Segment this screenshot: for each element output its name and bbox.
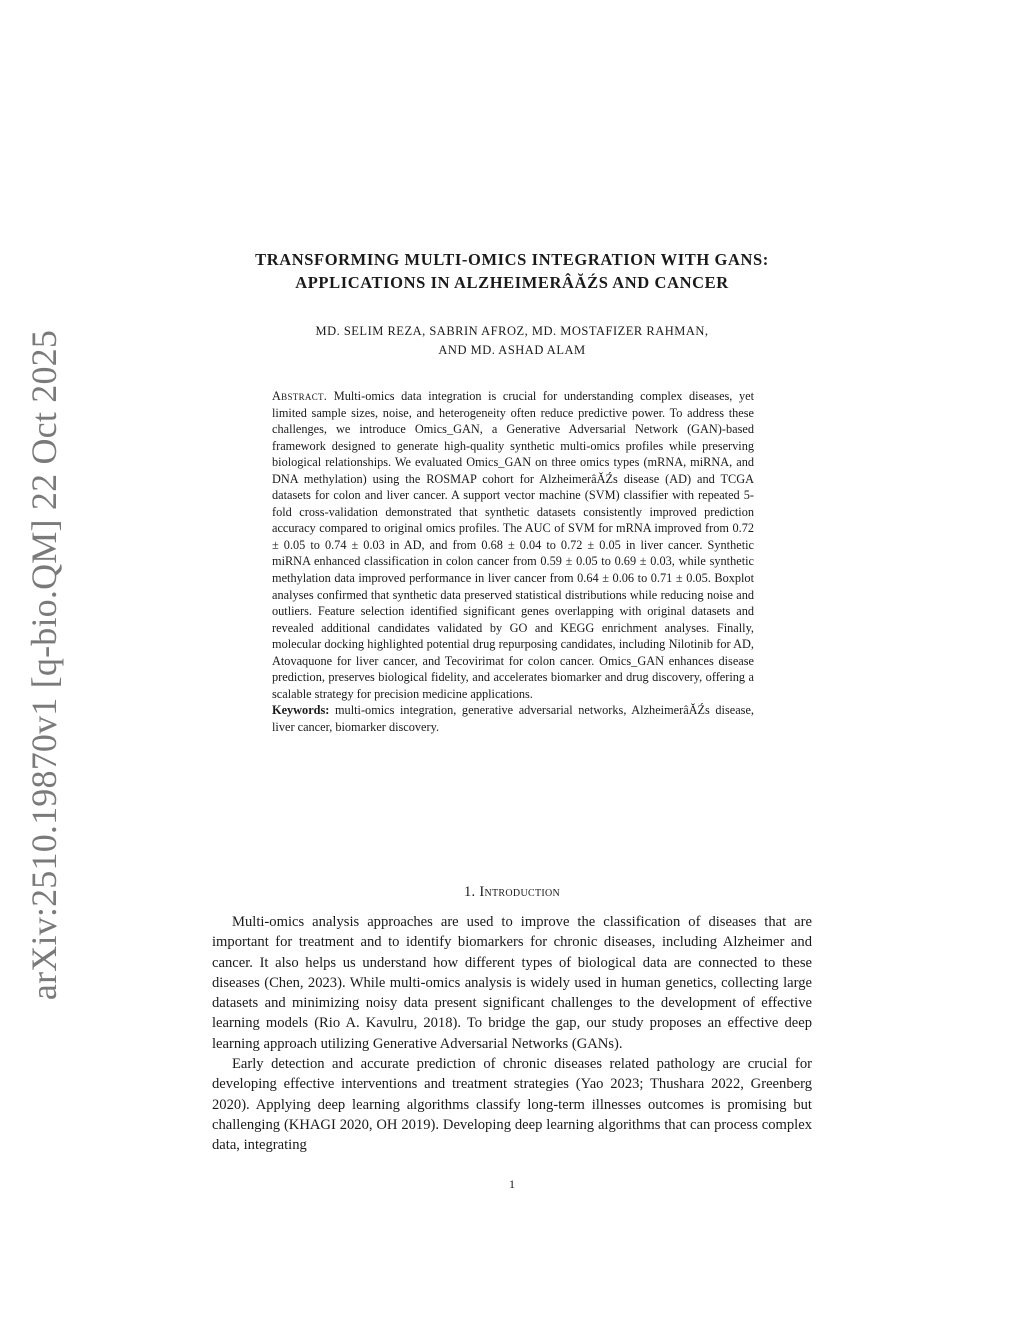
authors-line-1: MD. SELIM REZA, SABRIN AFROZ, MD. MOSTAFIZER RAHMAN, [315, 324, 709, 338]
keywords-paragraph [272, 702, 754, 735]
title-line-1: TRANSFORMING MULTI-OMICS INTEGRATION WITH GANS: [255, 250, 769, 269]
keywords-text: multi-omics integration, generative adversarial networks, AlzheimerâĂŹs disease, liver cancer, biomarker discovery. [272, 703, 754, 734]
abstract-paragraph [272, 388, 754, 702]
section-number: 1. [463, 884, 476, 900]
arxiv-identifier-stamp[interactable]: arXiv:2510.19870v1 [q-bio.QM] 22 Oct 2025 [24, 329, 64, 1001]
authors-line-2: AND MD. ASHAD ALAM [438, 343, 586, 357]
abstract-block [272, 388, 754, 735]
author-list [200, 322, 824, 360]
title-line-2: APPLICATIONS IN ALZHEIMERÂĂŹS AND CANCER [295, 273, 729, 292]
page-number: 1 [509, 1177, 515, 1191]
abstract-text: Multi-omics data integration is crucial for understanding complex diseases, yet limited sample sizes, noise, and heterogeneity often reduce predictive power. To address these challenges, we introduce Omics_GAN, a Generative Adversarial Network (GAN)-based framework designed to generate high-quality synthetic multi-omics profiles while preserving biological relationships. We evaluated Omics_GAN on three omics types (mRNA, miRNA, and DNA methylation) using the ROSMAP cohort for AlzheimerâĂŹs disease (AD) and TCGA datasets for colon and liver cancer. A support vector machine (SVM) classifier with repeated 5-fold cross-validation demonstrated that synthetic datasets consistently improved prediction accuracy compared to original omics profiles. The AUC of SVM for mRNA improved from 0.72 ± 0.05 to 0.74 ± 0.03 in AD, and from 0.68 ± 0.04 to 0.72 ± 0.05 in liver cancer. Synthetic miRNA enhanced classification in colon cancer from 0.59 ± 0.05 to 0.69 ± 0.03, while synthetic methylation data improved performance in liver cancer from 0.64 ± 0.06 to 0.71 ± 0.05. Boxplot analyses confirmed that synthetic data preserved statistical distributions while reducing noise and outliers. Feature selection identified significant genes overlapping with original datasets and revealed additional candidates validated by GO and KEGG enrichment analyses. Finally, molecular docking highlighted potential drug repurposing candidates, including Nilotinib for AD, Atovaquone for liver cancer, and Tecovirimat for colon cancer. Omics_GAN enhances disease prediction, preserves biological fidelity, and accelerates biomarker and drug discovery, offering a scalable strategy for precision medicine applications. [272, 389, 754, 701]
section-heading-introduction [200, 884, 824, 901]
abstract-label: Abstract. [272, 389, 328, 403]
section-name: Introduction [479, 884, 561, 900]
body-paragraph-2: Early detection and accurate prediction of chronic diseases related pathology are crucial for developing effective interventions and treatment strategies (Yao 2023; Thushara 2022, Greenberg 2020). Applying deep learning algorithms classify long-term illnesses outcomes is promising but challenging (KHAGI 2020, OH 2019). Developing deep learning algorithms that can process complex data, integrating [212, 1056, 812, 1154]
introduction-body [212, 912, 812, 1156]
keywords-label: Keywords: [272, 703, 330, 718]
body-paragraph-1: Multi-omics analysis approaches are used to improve the classification of diseases that are important for treatment and to identify biomarkers for chronic diseases, including Alzheimer and cancer. It also helps us understand how different types of biological data are connected to these diseases (Chen, 2023). While multi-omics analysis is widely used in human genetics, collecting large datasets and minimizing noisy data present significant challenges to the development of effective learning models (Rio A. Kavulru, 2018). To bridge the gap, our study proposes an effective deep learning approach utilizing Generative Adversarial Networks (GANs). [212, 914, 812, 1052]
paper-title [200, 248, 824, 294]
